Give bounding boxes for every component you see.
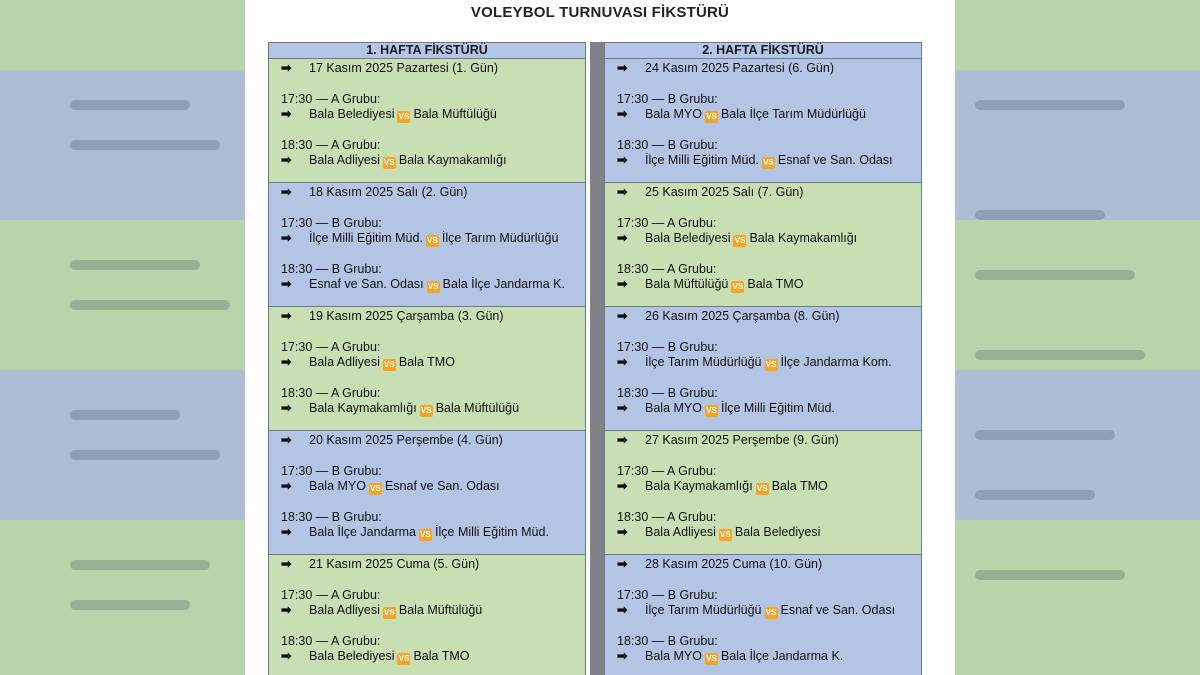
team-away: Esnaf ve San. Odası (780, 603, 896, 617)
team-home: Bala Adliyesi (309, 603, 380, 617)
match-time: 18:30 — A Grubu: (617, 261, 717, 276)
team-home: Bala Müftülüğü (645, 277, 729, 291)
team-home: İlçe Milli Eğitim Müd. (309, 231, 423, 245)
match-line (617, 525, 921, 541)
team-away: Esnaf ve San. Odası (384, 479, 500, 493)
team-home: Bala Kaymakamlığı (309, 401, 417, 415)
match-line (281, 479, 585, 495)
arrow-icon: ➡ (617, 479, 628, 493)
arrow-icon: ➡ (281, 231, 292, 245)
day-date: 26 Kasım 2025 Çarşamba (8. Gün) (645, 309, 840, 323)
team-home: İlçe Tarım Müdürlüğü (645, 355, 762, 369)
vs-badge-icon: VS (384, 158, 395, 167)
match-line (617, 231, 921, 247)
team-away: İlçe Milli Eğitim Müd. (720, 401, 835, 415)
day-date: 25 Kasım 2025 Salı (7. Gün) (645, 185, 804, 199)
arrow-icon: ➡ (617, 61, 628, 75)
day-block (268, 555, 586, 675)
team-home: Bala MYO (645, 107, 702, 121)
day-block (604, 183, 922, 307)
match-time: 18:30 — A Grubu: (281, 385, 381, 400)
team-home: Bala Belediyesi (309, 649, 395, 663)
arrow-icon: ➡ (281, 185, 292, 199)
arrow-icon: ➡ (617, 277, 628, 291)
match-line (281, 277, 585, 293)
day-date-line (617, 557, 921, 573)
team-away: Bala Kaymakamlığı (398, 153, 507, 167)
team-away: Bala İlçe Tarım Müdürlüğü (720, 107, 866, 121)
match-time: 17:30 — A Grubu: (281, 339, 381, 354)
vs-badge-icon: VS (398, 654, 410, 663)
day-date: 21 Kasım 2025 Cuma (5. Gün) (309, 557, 480, 571)
arrow-icon: ➡ (617, 433, 628, 447)
match-time: 18:30 — B Grubu: (617, 137, 718, 152)
arrow-icon: ➡ (281, 557, 292, 571)
match-line (617, 603, 921, 619)
day-date-line (281, 557, 585, 573)
day-block (268, 307, 586, 431)
match-time: 17:30 — B Grubu: (617, 339, 718, 354)
day-block (268, 183, 586, 307)
fixture-grid (268, 42, 922, 675)
match-time: 17:30 — A Grubu: (281, 91, 381, 106)
vs-badge-icon: VS (420, 530, 431, 539)
match-time: 17:30 — B Grubu: (281, 463, 382, 478)
team-home: Bala MYO (645, 401, 702, 415)
vs-badge-icon: VS (427, 236, 438, 245)
match-line (617, 479, 921, 495)
vs-badge-icon: VS (384, 360, 395, 369)
arrow-icon: ➡ (281, 479, 292, 493)
day-date: 27 Kasım 2025 Perşembe (9. Gün) (645, 433, 839, 447)
arrow-icon: ➡ (281, 525, 292, 539)
match-line (281, 231, 585, 247)
document-title: VOLEYBOL TURNUVASI FİKSTÜRÜ (470, 4, 730, 21)
arrow-icon: ➡ (281, 107, 292, 121)
blurred-backdrop-right (955, 0, 1200, 675)
week-1-column (268, 42, 586, 675)
day-block (604, 555, 922, 675)
vs-badge-icon: VS (398, 112, 410, 121)
arrow-icon: ➡ (617, 603, 628, 617)
team-home: Bala MYO (645, 649, 702, 663)
match-line (281, 401, 585, 417)
arrow-icon: ➡ (281, 153, 292, 167)
team-away: İlçe Tarım Müdürlüğü (441, 231, 559, 245)
match-line (281, 603, 585, 619)
match-time: 17:30 — A Grubu: (617, 463, 717, 478)
match-time: 18:30 — B Grubu: (617, 633, 718, 648)
match-time: 18:30 — A Grubu: (281, 633, 381, 648)
vs-badge-icon: VS (720, 530, 731, 539)
arrow-icon: ➡ (617, 107, 628, 121)
match-time: 17:30 — B Grubu: (617, 587, 718, 602)
vs-badge-icon: VS (763, 158, 774, 167)
match-line (281, 525, 585, 541)
vs-badge-icon: VS (370, 484, 381, 493)
arrow-icon: ➡ (617, 309, 628, 323)
team-away: Bala Kaymakamlığı (749, 231, 858, 245)
match-line (281, 355, 585, 371)
team-away: Bala TMO (747, 277, 804, 291)
arrow-icon: ➡ (281, 603, 292, 617)
arrow-icon: ➡ (617, 525, 628, 539)
day-date-line (281, 61, 585, 77)
arrow-icon: ➡ (281, 277, 292, 291)
day-date-line (617, 61, 921, 77)
vs-badge-icon: VS (420, 406, 432, 415)
match-line (281, 107, 585, 123)
week-header: 2. HAFTA FİKSTÜRÜ (604, 42, 922, 59)
arrow-icon: ➡ (281, 309, 292, 323)
day-date-line (281, 433, 585, 449)
team-home: Bala Belediyesi (645, 231, 731, 245)
vs-badge-icon: VS (706, 406, 717, 415)
team-away: İlçe Milli Eğitim Müd. (435, 525, 549, 539)
team-away: Bala TMO (398, 355, 455, 369)
vs-badge-icon: VS (706, 654, 717, 663)
match-time: 18:30 — B Grubu: (281, 261, 382, 276)
vs-badge-icon: VS (756, 484, 768, 493)
vs-badge-icon: VS (734, 236, 746, 245)
team-away: Bala Müftülüğü (398, 603, 483, 617)
arrow-icon: ➡ (281, 355, 292, 369)
team-away: İlçe Jandarma Kom. (780, 355, 892, 369)
vs-badge-icon: VS (732, 282, 744, 291)
team-away: Esnaf ve San. Odası (777, 153, 893, 167)
team-home: Bala Adliyesi (309, 153, 380, 167)
day-block (604, 307, 922, 431)
arrow-icon: ➡ (281, 61, 292, 75)
arrow-icon: ➡ (617, 557, 628, 571)
match-time: 18:30 — B Grubu: (281, 509, 382, 524)
match-line (617, 649, 921, 665)
fixture-document (245, 0, 955, 675)
arrow-icon: ➡ (281, 433, 292, 447)
arrow-icon: ➡ (617, 649, 628, 663)
match-line (617, 153, 921, 169)
team-away: Bala İlçe Jandarma K. (442, 277, 565, 291)
day-date: 20 Kasım 2025 Perşembe (4. Gün) (309, 433, 503, 447)
day-block (604, 431, 922, 555)
match-line (617, 401, 921, 417)
match-time: 18:30 — A Grubu: (281, 137, 381, 152)
team-home: Bala Adliyesi (645, 525, 716, 539)
week-2-column (604, 42, 922, 675)
day-block (268, 59, 586, 183)
day-date-line (617, 185, 921, 201)
match-line (617, 277, 921, 293)
match-line (281, 153, 585, 169)
day-date: 24 Kasım 2025 Pazartesi (6. Gün) (645, 61, 834, 75)
match-line (281, 649, 585, 665)
team-home: Bala Belediyesi (309, 107, 395, 121)
match-time: 17:30 — A Grubu: (281, 587, 381, 602)
match-line (617, 355, 921, 371)
arrow-icon: ➡ (617, 185, 628, 199)
day-date-line (281, 309, 585, 325)
team-away: Bala İlçe Jandarma K. (720, 649, 844, 663)
team-away: Bala Müftülüğü (435, 401, 520, 415)
vs-badge-icon: VS (384, 608, 395, 617)
team-home: Bala MYO (309, 479, 366, 493)
vs-badge-icon: VS (765, 608, 777, 617)
match-time: 18:30 — B Grubu: (617, 385, 718, 400)
vs-badge-icon: VS (765, 360, 777, 369)
column-divider (590, 42, 604, 675)
match-time: 17:30 — B Grubu: (617, 91, 718, 106)
day-date-line (617, 433, 921, 449)
arrow-icon: ➡ (281, 401, 292, 415)
match-line (617, 107, 921, 123)
vs-badge-icon: VS (706, 112, 717, 121)
arrow-icon: ➡ (617, 231, 628, 245)
match-time: 17:30 — A Grubu: (617, 215, 717, 230)
team-home: Bala Kaymakamlığı (645, 479, 753, 493)
day-date-line (281, 185, 585, 201)
team-away: Bala TMO (413, 649, 470, 663)
team-away: Bala Belediyesi (734, 525, 821, 539)
day-date: 19 Kasım 2025 Çarşamba (3. Gün) (309, 309, 504, 323)
day-date-line (617, 309, 921, 325)
arrow-icon: ➡ (617, 401, 628, 415)
team-home: İlçe Tarım Müdürlüğü (645, 603, 762, 617)
day-block (604, 59, 922, 183)
vs-badge-icon: VS (427, 282, 439, 291)
day-date: 18 Kasım 2025 Salı (2. Gün) (309, 185, 468, 199)
team-away: Bala Müftülüğü (413, 107, 497, 121)
team-home: Esnaf ve San. Odası (309, 277, 424, 291)
day-block (268, 431, 586, 555)
arrow-icon: ➡ (617, 153, 628, 167)
match-time: 17:30 — B Grubu: (281, 215, 382, 230)
team-home: İlçe Milli Eğitim Müd. (645, 153, 759, 167)
arrow-icon: ➡ (617, 355, 628, 369)
blurred-backdrop-left (0, 0, 245, 675)
day-date: 28 Kasım 2025 Cuma (10. Gün) (645, 557, 823, 571)
match-time: 18:30 — A Grubu: (617, 509, 717, 524)
day-date: 17 Kasım 2025 Pazartesi (1. Gün) (309, 61, 498, 75)
week-header: 1. HAFTA FİKSTÜRÜ (268, 42, 586, 59)
team-home: Bala Adliyesi (309, 355, 380, 369)
arrow-icon: ➡ (281, 649, 292, 663)
team-away: Bala TMO (771, 479, 828, 493)
team-home: Bala İlçe Jandarma (309, 525, 417, 539)
